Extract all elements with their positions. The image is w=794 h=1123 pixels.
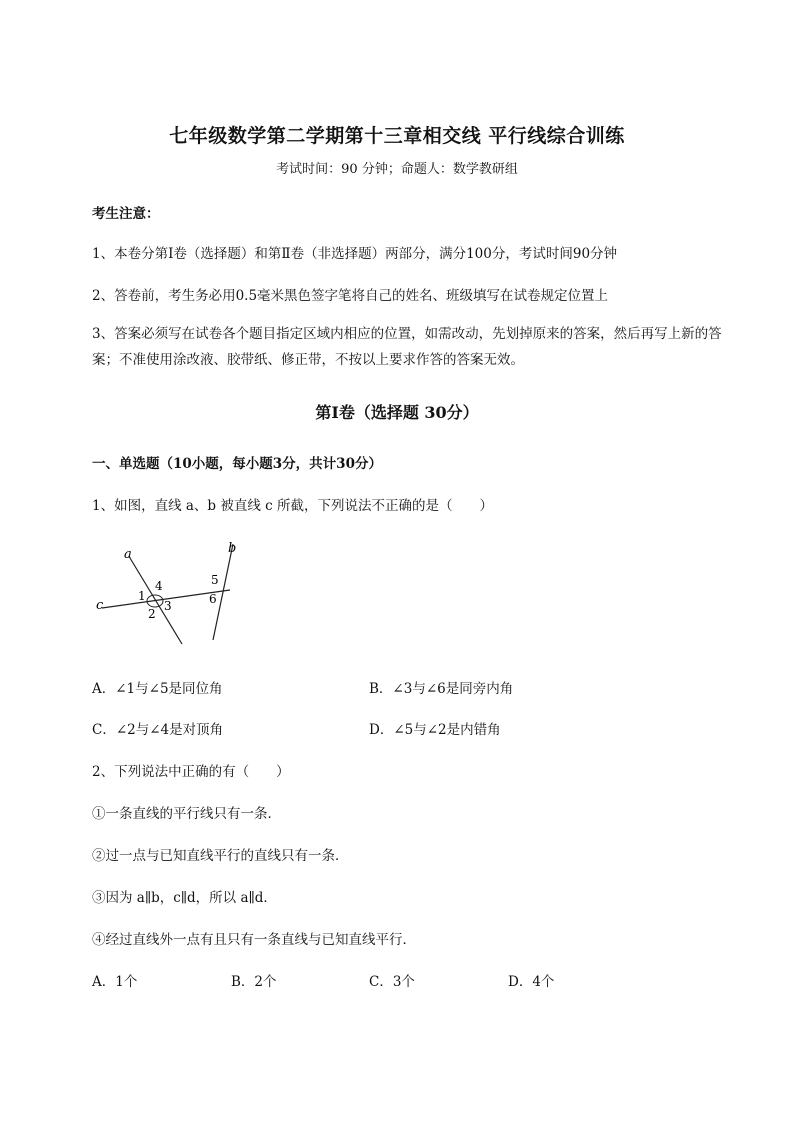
- question-1-stem: 1、如图，直线 a、b 被直线 c 所截，下列说法不正确的是（ ）: [92, 498, 494, 514]
- label-angle-4: 4: [155, 579, 163, 593]
- q2-statement-1: ①一条直线的平行线只有一条．: [92, 806, 281, 822]
- section-title: 第Ⅰ卷（选择题 30分）: [315, 403, 479, 422]
- part-title: 一、单选题（10小题，每小题3分，共计30分）: [92, 456, 382, 472]
- notice-item-3: 3、答案必须写在试卷各个题目指定区域内相应的位置，如需改动，先划掉原来的答案，然后再写上新的答案；不准使用涂改液、胶带纸、修正带，不按以上要求作答的答案无效。: [92, 326, 722, 368]
- question-2-stem: 2、下列说法中正确的有（ ）: [92, 764, 290, 780]
- label-c: c: [96, 598, 104, 613]
- q1-option-a: A．∠1与∠5是同位角: [92, 681, 223, 697]
- q2-option-d: D．4个: [508, 974, 555, 990]
- q1-option-b: B．∠3与∠6是同旁内角: [369, 681, 514, 697]
- label-angle-3: 3: [164, 599, 172, 613]
- label-angle-6: 6: [209, 592, 217, 606]
- notice-item-2: 2、答卷前，考生务必用0.5毫米黑色签字笔将自己的姓名、班级填写在试卷规定位置上: [92, 288, 609, 304]
- q2-statement-2: ②过一点与已知直线平行的直线只有一条．: [92, 848, 349, 864]
- page-title: 七年级数学第二学期第十三章相交线 平行线综合训练: [169, 125, 625, 147]
- label-a: a: [124, 547, 132, 562]
- notice-heading: 考生注意：: [92, 206, 160, 222]
- label-angle-1: 1: [138, 589, 146, 603]
- label-b: b: [228, 541, 237, 556]
- question-1-figure: [88, 536, 258, 654]
- q2-statement-4: ④经过直线外一点有且只有一条直线与已知直线平行．: [92, 932, 416, 948]
- q2-option-b: B．2个: [231, 974, 277, 990]
- label-angle-5: 5: [211, 573, 219, 587]
- q1-option-c: C．∠2与∠4是对顶角: [92, 722, 224, 738]
- q2-option-c: C．3个: [369, 974, 415, 990]
- label-angle-2: 2: [148, 607, 156, 621]
- notice-item-1: 1、本卷分第Ⅰ卷（选择题）和第Ⅱ卷（非选择题）两部分，满分100分，考试时间90分钟: [92, 246, 618, 262]
- q2-option-a: A．1个: [92, 974, 138, 990]
- q2-statement-3: ③因为 a∥b，c∥d，所以 a∥d．: [92, 890, 277, 906]
- exam-subtitle: 考试时间：90 分钟；命题人：数学教研组: [276, 162, 518, 177]
- q1-option-d: D．∠5与∠2是内错角: [369, 722, 501, 738]
